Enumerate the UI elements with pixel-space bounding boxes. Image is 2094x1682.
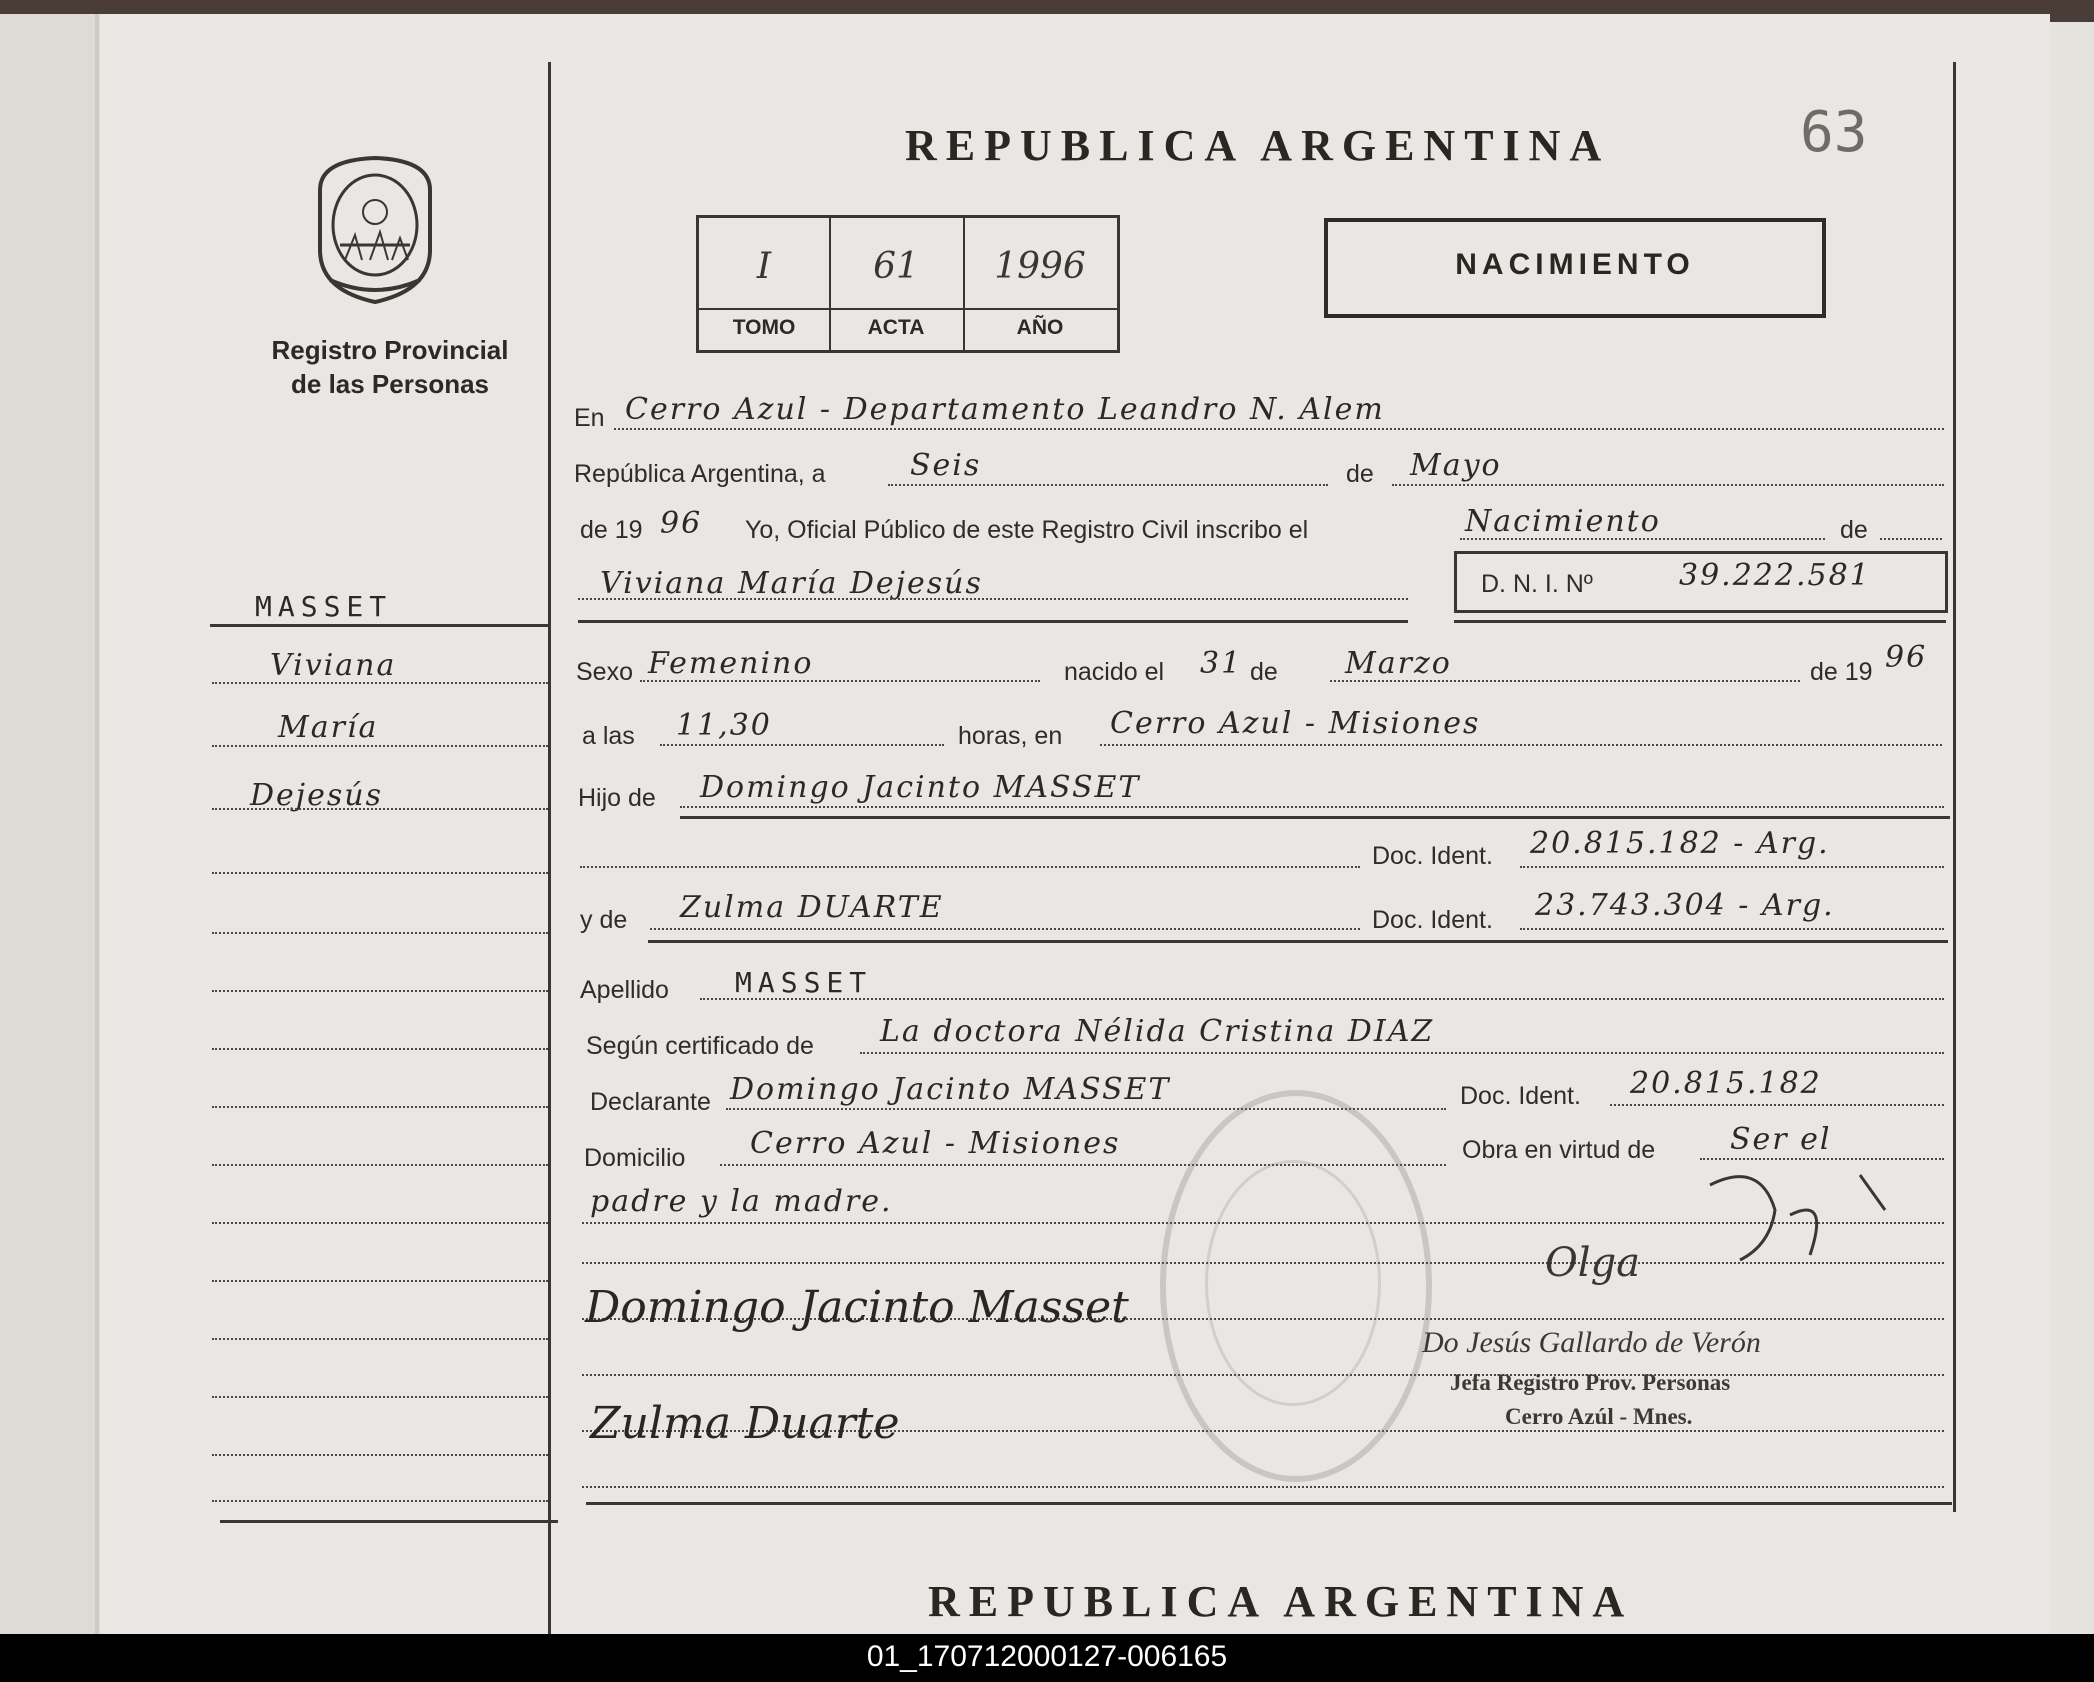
right-border-rule: [1953, 62, 1956, 1512]
segun-label: Según certificado de: [586, 1032, 814, 1060]
month-line: [1392, 484, 1944, 486]
page-number: 63: [1800, 100, 1868, 165]
month-value: Mayo: [1410, 448, 1502, 483]
declarante-label: Declarante: [590, 1088, 711, 1116]
birth-year-suffix: 96: [1885, 640, 1928, 675]
de-trailing-line: [1880, 538, 1942, 540]
acta-label: ACTA: [867, 316, 925, 339]
day-line: [888, 484, 1328, 486]
caption-bar: [0, 1634, 2094, 1682]
dni-value: 39.222.581: [1679, 558, 1871, 593]
father-doc-line: [1520, 866, 1944, 868]
father-doc-label: Doc. Ident.: [1372, 842, 1493, 870]
index-given-1: Viviana: [270, 648, 397, 683]
section-rule-3: [586, 1502, 1952, 1505]
section-rule-2: [648, 940, 1948, 943]
inscribo-text: Yo, Oficial Público de este Registro Civil inscribo el: [745, 516, 1309, 544]
index-line-3: [212, 808, 548, 810]
official-name: Do Jesús Gallardo de Verón: [1422, 1326, 1761, 1359]
country-heading: REPUBLICA ARGENTINA: [905, 121, 1611, 170]
child-name-line: [578, 598, 1408, 600]
registry-box-divider: [699, 308, 1117, 310]
issuer-name: [240, 333, 540, 401]
index-line-9: [212, 1164, 548, 1166]
en-label: En: [574, 404, 605, 432]
tomo-value: I: [756, 246, 772, 287]
index-line-15: [212, 1500, 548, 1502]
certificate-type-box: [1324, 218, 1826, 318]
book-fold: [95, 14, 99, 1634]
index-given-2: María: [278, 710, 379, 745]
apellido-label: Apellido: [580, 976, 669, 1004]
acta-cell: [831, 218, 965, 350]
sexo-label: Sexo: [576, 658, 633, 686]
index-line-8: [212, 1106, 548, 1108]
index-line-11: [212, 1280, 548, 1282]
birth-day: 31: [1200, 646, 1243, 681]
hijo-label: Hijo de: [578, 784, 656, 812]
father-name: Domingo Jacinto MASSET: [700, 770, 1141, 805]
registry-reference-box: [696, 215, 1120, 353]
index-given-3: Dejesús: [250, 778, 383, 813]
ano-label: AÑO: [1016, 316, 1064, 339]
obra-value-1: Ser el: [1730, 1122, 1832, 1157]
certificate-by: La doctora Nélida Cristina DIAZ: [880, 1014, 1435, 1049]
dni-box: [1454, 551, 1948, 613]
child-name: Viviana María Dejesús: [600, 566, 983, 601]
place-value: Cerro Azul - Departamento Leandro N. Alem: [625, 392, 1385, 427]
index-line-12: [212, 1338, 548, 1340]
year-prefix: de 19: [580, 516, 643, 544]
father-name-rule: [680, 816, 1950, 819]
tomo-label: TOMO: [732, 316, 796, 339]
index-line-10: [212, 1222, 548, 1224]
index-line-2: [212, 745, 548, 747]
mother-name: Zulma DUARTE: [680, 890, 944, 925]
nacido-label: nacido el: [1064, 658, 1165, 686]
domicilio-label: Domicilio: [584, 1144, 686, 1172]
index-bottom-rule: [220, 1520, 558, 1523]
index-line-13: [212, 1396, 548, 1398]
mother-signature: Zulma Duarte: [590, 1398, 900, 1449]
mother-name-line: [650, 928, 1360, 930]
declarant-signature: Domingo Jacinto Masset: [585, 1282, 1129, 1333]
caption-text: 01_170712000127-006165: [866, 1640, 1228, 1673]
official-signature-flourish: [1680, 1165, 1920, 1275]
father-name-line: [680, 806, 1944, 808]
index-line-7: [212, 1048, 548, 1050]
row-en-line: [614, 428, 1944, 430]
declarante-doc-label: Doc. Ident.: [1460, 1082, 1581, 1110]
book-gutter: [0, 14, 100, 1634]
issuer-name-line-2: de las Personas: [291, 369, 489, 399]
index-surname: MASSET: [255, 590, 393, 623]
declarante-name: Domingo Jacinto MASSET: [730, 1072, 1171, 1107]
acta-value: 61: [873, 246, 919, 287]
act-type-line: [1460, 538, 1825, 540]
birth-place-line: [1100, 744, 1942, 746]
certificate-type: NACIMIENTO: [1455, 248, 1695, 281]
a-las-label: a las: [582, 722, 635, 750]
declarante-doc: 20.815.182: [1630, 1066, 1822, 1101]
year-suffix: 96: [660, 506, 703, 541]
birth-time-line: [660, 744, 944, 746]
domicilio-value: Cerro Azul - Misiones: [750, 1126, 1121, 1161]
index-line-6: [212, 990, 548, 992]
official-title: Jefa Registro Prov. Personas: [1450, 1370, 1731, 1395]
mother-doc: 23.743.304 - Arg.: [1535, 888, 1835, 923]
father-extra-line: [580, 866, 1360, 868]
official-seal-inner: [1205, 1160, 1381, 1406]
de-label: de: [1346, 460, 1374, 488]
birth-time: 11,30: [676, 708, 772, 743]
dni-label: D. N. I. Nº: [1481, 570, 1593, 598]
obra-value-2: padre y la madre.: [590, 1184, 893, 1219]
sexo-value: Femenino: [648, 646, 814, 681]
misiones-provincial-shield-logo: [300, 150, 450, 310]
official-location: Cerro Azúl - Mnes.: [1505, 1404, 1693, 1429]
index-line-5: [212, 932, 548, 934]
obra-label: Obra en virtud de: [1462, 1136, 1656, 1164]
ano-value: 1996: [994, 246, 1086, 287]
section-rule-1: [1454, 620, 1946, 623]
tomo-cell: [699, 218, 831, 350]
y-de-label: y de: [580, 906, 628, 934]
next-page-heading: REPUBLICA ARGENTINA: [928, 1577, 1634, 1626]
index-surname-rule: [210, 624, 548, 627]
day-value: Seis: [910, 448, 982, 483]
issuer-name-line-1: Registro Provincial: [271, 335, 509, 365]
republica-label: República Argentina, a: [574, 460, 826, 488]
horas-label: horas, en: [958, 722, 1063, 750]
de-trailing: de: [1840, 516, 1868, 544]
sexo-line: [640, 680, 1040, 682]
index-line-1: [212, 682, 548, 684]
left-column-rule: [548, 62, 551, 1634]
signature-line-5: [582, 1486, 1944, 1488]
de19-label: de 19: [1810, 658, 1873, 686]
father-doc: 20.815.182 - Arg.: [1530, 826, 1830, 861]
child-name-rule: [578, 620, 1408, 623]
birth-month-line: [1330, 680, 1800, 682]
mother-doc-line: [1520, 928, 1944, 930]
index-line-14: [212, 1454, 548, 1456]
apellido-value: MASSET: [735, 966, 873, 999]
declarante-doc-line: [1610, 1104, 1944, 1106]
de-label-2: de: [1250, 658, 1278, 686]
ano-cell: [965, 218, 1115, 350]
apellido-line: [700, 998, 1944, 1000]
mother-doc-label: Doc. Ident.: [1372, 906, 1493, 934]
act-type: Nacimiento: [1465, 504, 1661, 539]
obra-line: [1700, 1158, 1944, 1160]
birth-month: Marzo: [1345, 646, 1452, 681]
official-signature: Olga: [1545, 1240, 1641, 1286]
index-line-4: [212, 872, 548, 874]
birth-place: Cerro Azul - Misiones: [1110, 706, 1481, 741]
certificate-by-line: [860, 1052, 1944, 1054]
